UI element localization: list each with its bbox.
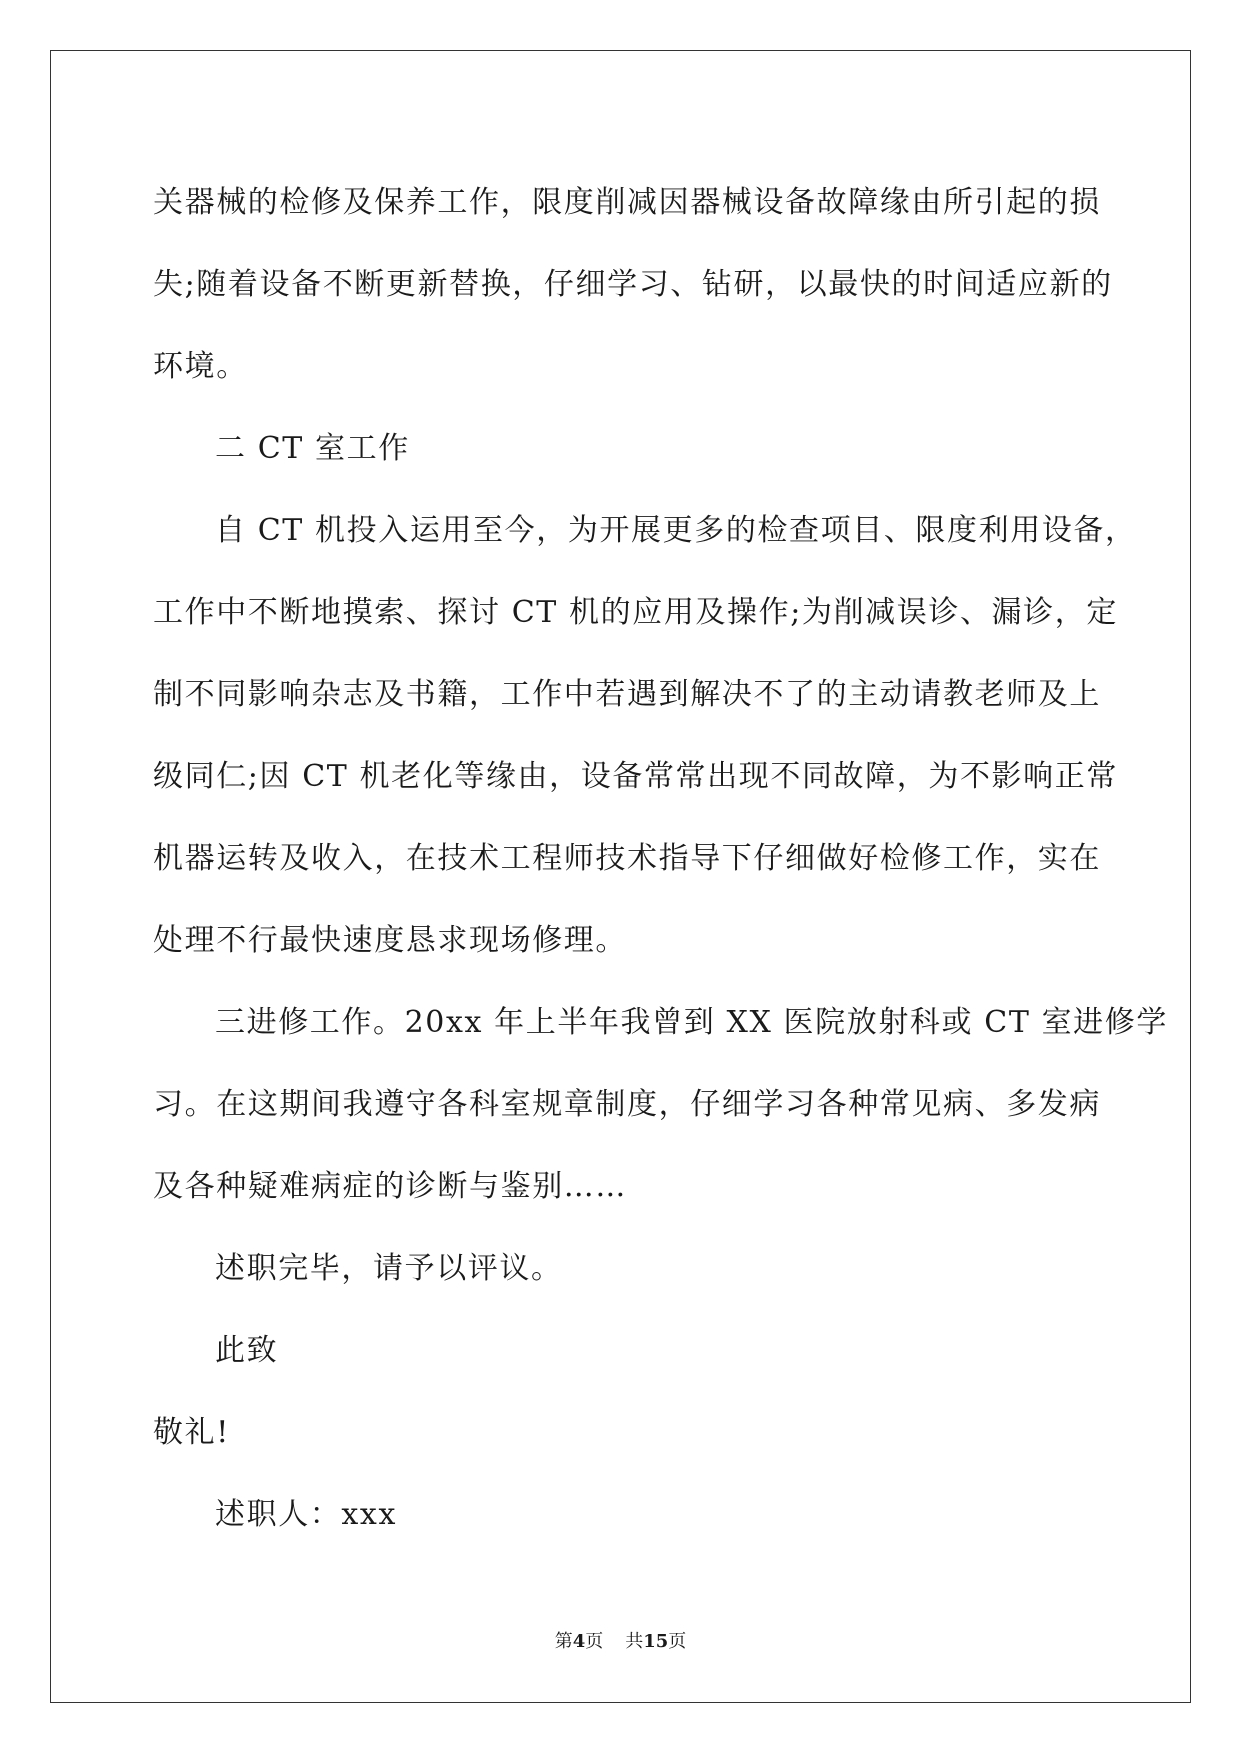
- paragraph-line: 自 CT 机投入运用至今，为开展更多的检查项目、限度利用设备，: [215, 513, 1137, 548]
- paragraph-line: 环境。: [153, 349, 248, 384]
- total-pages: 15: [643, 1631, 669, 1652]
- paragraph-line: 制不同影响杂志及书籍，工作中若遇到解决不了的主动请教老师及上: [153, 677, 1101, 712]
- page-footer: [0, 1627, 1241, 1653]
- paragraph-line: 机器运转及收入，在技术工程师技术指导下仔细做好检修工作，实在: [153, 841, 1101, 876]
- salutation-jingli: 敬礼!: [153, 1415, 230, 1450]
- signature-line: 述职人：xxx: [215, 1497, 397, 1532]
- paragraph-line: 失;随着设备不断更新替换，仔细学习、钻研，以最快的时间适应新的: [153, 267, 1113, 302]
- closing-statement: 述职完毕，请予以评议。: [215, 1251, 563, 1286]
- page-number: 4: [572, 1631, 586, 1652]
- salutation-cizhi: 此致: [215, 1333, 279, 1368]
- paragraph-line: 级同仁;因 CT 机老化等缘由，设备常常出现不同故障，为不影响正常: [153, 759, 1118, 794]
- section-heading-ct: 二 CT 室工作: [215, 431, 410, 466]
- paragraph-line: 及各种疑难病症的诊断与鉴别……: [153, 1169, 627, 1204]
- paragraph-line: 习。在这期间我遵守各科室规章制度，仔细学习各种常见病、多发病: [153, 1087, 1101, 1122]
- page-prefix: 第: [554, 1631, 573, 1652]
- paragraph-line: 处理不行最快速度恳求现场修理。: [153, 923, 627, 958]
- paragraph-line: 关器械的检修及保养工作，限度削减因器械设备故障缘由所引起的损: [153, 185, 1101, 220]
- paragraph-line: 工作中不断地摸索、探讨 CT 机的应用及操作;为削减误诊、漏诊，定: [153, 595, 1118, 630]
- total-prefix: 共: [625, 1631, 644, 1652]
- paragraph-line: 三进修工作。20xx 年上半年我曾到 XX 医院放射科或 CT 室进修学: [215, 1005, 1168, 1040]
- total-suffix: 页: [668, 1631, 687, 1652]
- document-body: [153, 162, 1168, 1556]
- page-suffix: 页: [585, 1631, 604, 1652]
